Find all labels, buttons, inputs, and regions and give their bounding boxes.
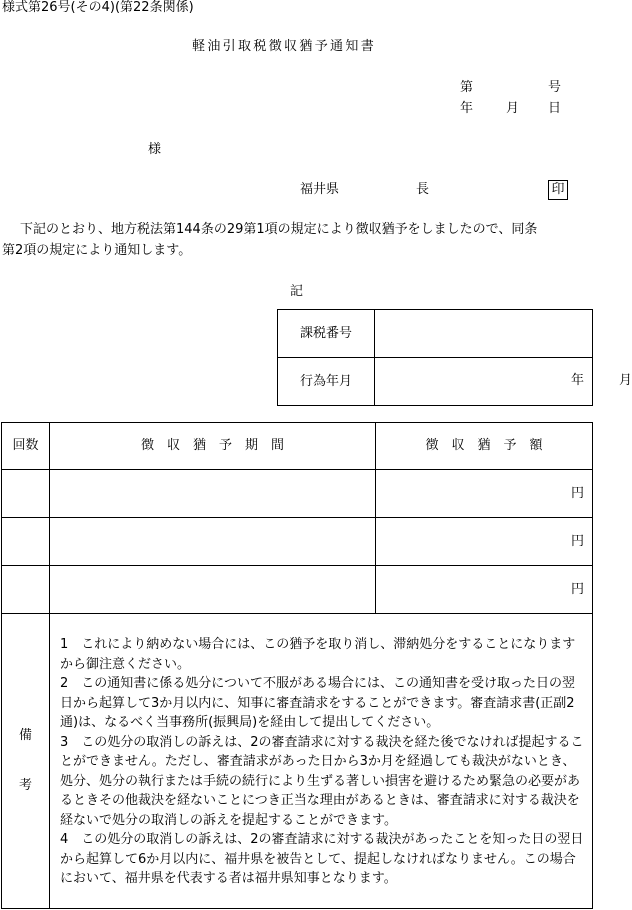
- remarks-label-bi: 備: [18, 728, 32, 744]
- remarks-label: [2, 614, 50, 909]
- number-go: 号: [548, 80, 562, 95]
- issuer-prefecture: 福井県: [300, 182, 340, 197]
- act-date-value[interactable]: [375, 358, 632, 406]
- row-3-period[interactable]: [50, 566, 376, 614]
- act-date-year: 年: [571, 373, 585, 388]
- remark-item-2: 2 この通知書に係る処分について不服がある場合には、この通知書を受け取った日の翌日から起算して3か月以内に、知事に審査請求をすることができます。審査請求書(正副2通)は、なるべく当事務所(振興局)を経由して提出してください。: [60, 676, 576, 731]
- body-text-line-2: 第2項の規定により通知します。: [2, 243, 192, 258]
- tax-number-value[interactable]: [375, 310, 593, 358]
- act-date-month: 月: [619, 373, 632, 388]
- remarks-label-ko: 考: [18, 778, 32, 793]
- document-title: 軽油引取税徴収猶予通知書: [192, 39, 377, 54]
- body-text-line-1: 下記のとおり、地方税法第144条の29第1項の規定により徴収猶予をしましたので、同条: [20, 222, 538, 237]
- header-count: 回数: [2, 423, 50, 470]
- row-3-amount[interactable]: 円: [376, 566, 593, 614]
- remark-item-1: 1 これにより納めない場合には、この猶予を取り消し、滞納処分をすることになりますから御注意ください。: [60, 637, 576, 672]
- remarks-content: [50, 614, 593, 909]
- row-3-count[interactable]: [2, 566, 50, 614]
- remark-item-3: 3 この処分の取消しの訴えは、2の審査請求に対する裁決を経た後でなければ提起することができません。ただし、審査請求があった日から3か月を経過しても裁決がないとき、処分、処分の執行または手続の続行により生ずる著しい損害を避けるため緊急の必要があるときその他裁決を経ないことにつき正当な理由があるときは、審査請求に対する裁決を経ないで処分の取消しの訴えを提起することができます。: [60, 734, 584, 828]
- row-2-period[interactable]: [50, 518, 376, 566]
- ki-label: 記: [290, 284, 304, 299]
- row-2-amount[interactable]: 円: [376, 518, 593, 566]
- info-table: [277, 309, 632, 406]
- tax-number-label: 課税番号: [278, 310, 375, 358]
- date-day: 日: [548, 101, 562, 116]
- row-1-period[interactable]: [50, 470, 376, 518]
- seal-mark: 印: [548, 180, 568, 200]
- form-number: 様式第26号(その4)(第22条関係): [2, 0, 194, 15]
- addressee-sama: 様: [148, 142, 162, 157]
- row-1-amount[interactable]: 円: [376, 470, 593, 518]
- act-date-label: 行為年月: [278, 358, 375, 406]
- date-month: 月: [506, 101, 520, 116]
- header-amount: 徴 収 猶 予 額: [376, 423, 593, 470]
- issuer-cho: 長: [416, 182, 430, 197]
- date-year: 年: [460, 101, 474, 116]
- row-1-count[interactable]: [2, 470, 50, 518]
- remark-item-4: 4 この処分の取消しの訴えは、2の審査請求に対する裁決があったことを知った日の翌日から起算して6か月以内に、福井県を被告として、提起しなければなりません。この場合において、福井県を代表する者は福井県知事となります。: [60, 832, 584, 887]
- row-2-count[interactable]: [2, 518, 50, 566]
- header-period: 徴 収 猶 予 期 間: [50, 423, 376, 470]
- number-dai: 第: [460, 80, 474, 95]
- collection-table: [1, 422, 593, 909]
